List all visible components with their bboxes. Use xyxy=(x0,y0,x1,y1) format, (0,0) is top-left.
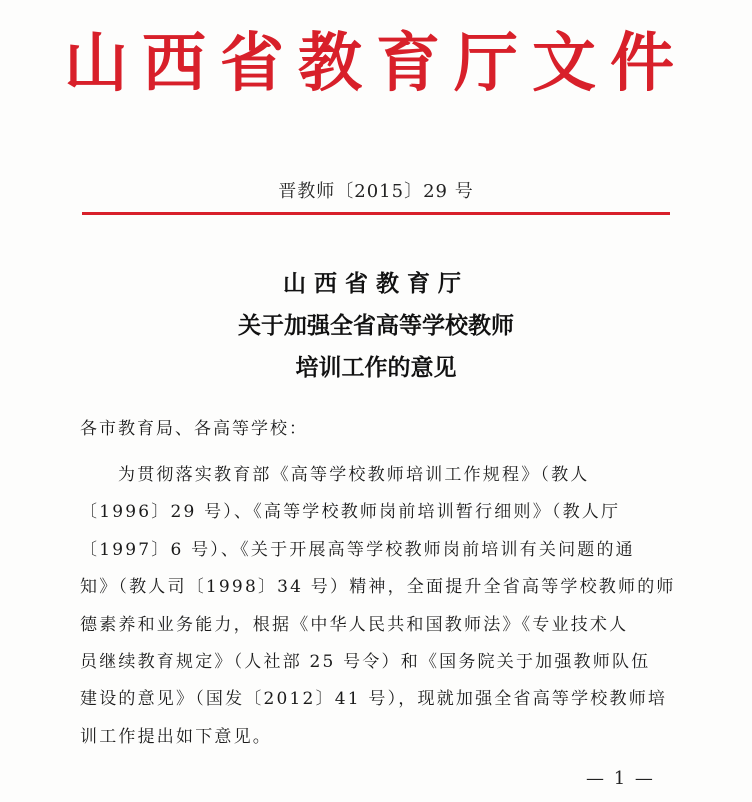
body-line: 员继续教育规定》（人社部 25 号令）和《国务院关于加强教师队伍 xyxy=(80,652,651,673)
body-paragraph xyxy=(80,457,676,756)
document-number: 晋教师〔2015〕29 号 xyxy=(278,181,474,202)
body-line: 德素养和业务能力，根据《中华人民共和国教师法》《专业技术人 xyxy=(80,614,629,635)
title-line-3: 培训工作的意见 xyxy=(295,354,457,381)
salutation: 各市教育局、各高等学校： xyxy=(80,419,308,439)
body-line: 训工作提出如下意见。 xyxy=(80,726,272,747)
title-line-2: 关于加强全省高等学校教师 xyxy=(238,312,514,339)
title-line-1: 山西省教育厅 xyxy=(283,270,469,297)
red-divider-line xyxy=(82,212,670,215)
body-line: 知》（教人司〔1998〕34 号）精神，全面提升全省高等学校教师的师 xyxy=(80,577,676,598)
body-line: 为贯彻落实教育部《高等学校教师培训工作规程》（教人 xyxy=(118,465,590,485)
document-title xyxy=(0,263,752,389)
page-number: — 1 — xyxy=(586,768,655,789)
body-line: 建设的意见》（国发〔2012〕41 号），现就加强全省高等学校教师培 xyxy=(80,689,668,710)
body-line: 〔1997〕6 号）、《关于开展高等学校教师岗前培训有关问题的通 xyxy=(80,539,635,560)
body-line: 〔1996〕29 号）、《高等学校教师岗前培训暂行细则》（教人厅 xyxy=(80,502,621,523)
document-masthead: 山西省教育厅文件 xyxy=(64,26,688,101)
